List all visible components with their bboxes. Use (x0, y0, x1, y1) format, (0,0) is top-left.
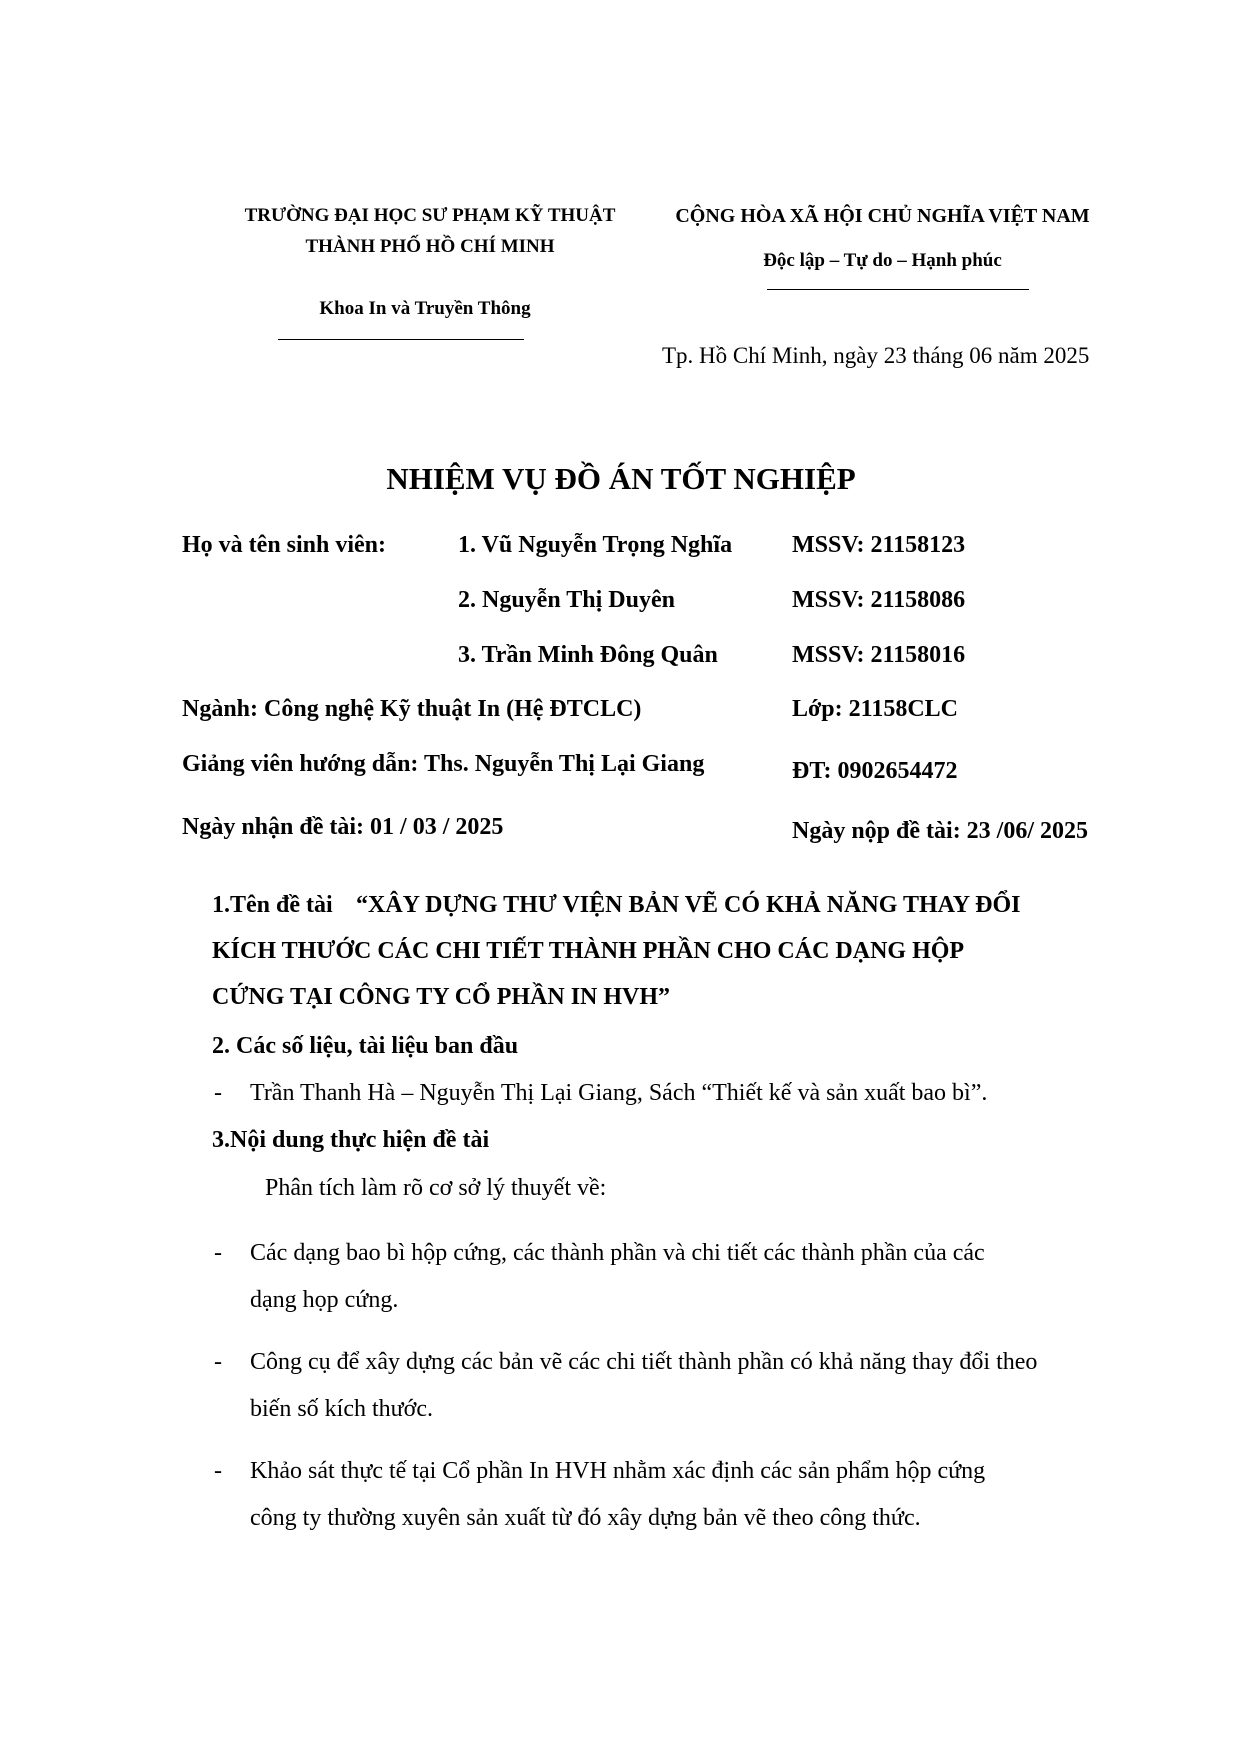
section3-item-2-line1: Công cụ để xây dựng các bản vẽ các chi tiết thành phần có khả năng thay đổi theo (250, 1349, 1038, 1375)
student-name-2: 2. Nguyễn Thị Duyên (458, 587, 675, 613)
section1-label: 1.Tên đề tài (212, 892, 333, 918)
advisor: Giảng viên hướng dẫn: Ths. Nguyễn Thị Lại Giang (182, 751, 705, 777)
bullet-dash: - (214, 1349, 222, 1375)
section2-item-1: Trần Thanh Hà – Nguyễn Thị Lại Giang, Sách “Thiết kế và sản xuất bao bì”. (250, 1080, 988, 1106)
section3-item-2-line2: biến số kích thước. (250, 1396, 433, 1422)
submit-date: Ngày nộp đề tài: 23 /06/ 2025 (792, 818, 1089, 844)
student-id-3: MSSV: 21158016 (792, 642, 966, 668)
student-id-2: MSSV: 21158086 (792, 587, 966, 613)
place-date: Tp. Hồ Chí Minh, ngày 23 tháng 06 năm 2025 (662, 343, 1090, 368)
faculty-name: Khoa In và Truyền Thông (319, 298, 531, 319)
student-name-1: 1. Vũ Nguyễn Trọng Nghĩa (458, 532, 733, 558)
advisor-phone: ĐT: 0902654472 (792, 758, 958, 784)
section3-item-3-line2: công ty thường xuyên sản xuất từ đó xây dựng bản vẽ theo công thức. (250, 1505, 921, 1531)
bullet-dash: - (214, 1080, 222, 1106)
section2-heading: 2. Các số liệu, tài liệu ban đầu (212, 1033, 519, 1059)
national-motto: Độc lập – Tự do – Hạnh phúc (763, 250, 1002, 271)
received-date: Ngày nhận đề tài: 01 / 03 / 2025 (182, 814, 504, 840)
nation-name: CỘNG HÒA XÃ HỘI CHỦ NGHĨA VIỆT NAM (675, 205, 1090, 227)
document-title: NHIỆM VỤ ĐỒ ÁN TỐT NGHIỆP (386, 461, 856, 496)
student-name-3: 3. Trần Minh Đông Quân (458, 642, 718, 668)
section3-item-1-line1: Các dạng bao bì hộp cứng, các thành phần và chi tiết các thành phần của các (250, 1240, 985, 1266)
faculty-underline (278, 339, 524, 340)
section1-title-line3: CỨNG TẠI CÔNG TY CỔ PHẦN IN HVH” (212, 984, 671, 1010)
section3-item-3-line1: Khảo sát thực tế tại Cổ phần In HVH nhằm xác định các sản phẩm hộp cứng (250, 1458, 986, 1484)
major: Ngành: Công nghệ Kỹ thuật In (Hệ ĐTCLC) (182, 696, 642, 722)
motto-underline (767, 289, 1029, 290)
section3-item-1-line2: dạng họp cứng. (250, 1287, 399, 1313)
section1-title-line1: “XÂY DỰNG THƯ VIỆN BẢN VẼ CÓ KHẢ NĂNG THAY ĐỔI (356, 892, 1021, 918)
section3-heading: 3.Nội dung thực hiện đề tài (212, 1127, 490, 1153)
bullet-dash: - (214, 1458, 222, 1484)
university-name-line1: TRƯỜNG ĐẠI HỌC SƯ PHẠM KỸ THUẬT (244, 205, 616, 226)
section3-intro: Phân tích làm rõ cơ sở lý thuyết về: (265, 1175, 607, 1201)
student-id-1: MSSV: 21158123 (792, 532, 966, 558)
students-label: Họ và tên sinh viên: (182, 532, 387, 558)
university-name-line2: THÀNH PHỐ HỒ CHÍ MINH (305, 236, 555, 257)
section1-title-line2: KÍCH THƯỚC CÁC CHI TIẾT THÀNH PHẦN CHO CÁC DẠNG HỘP (212, 938, 965, 964)
class: Lớp: 21158CLC (792, 696, 958, 722)
bullet-dash: - (214, 1240, 222, 1266)
